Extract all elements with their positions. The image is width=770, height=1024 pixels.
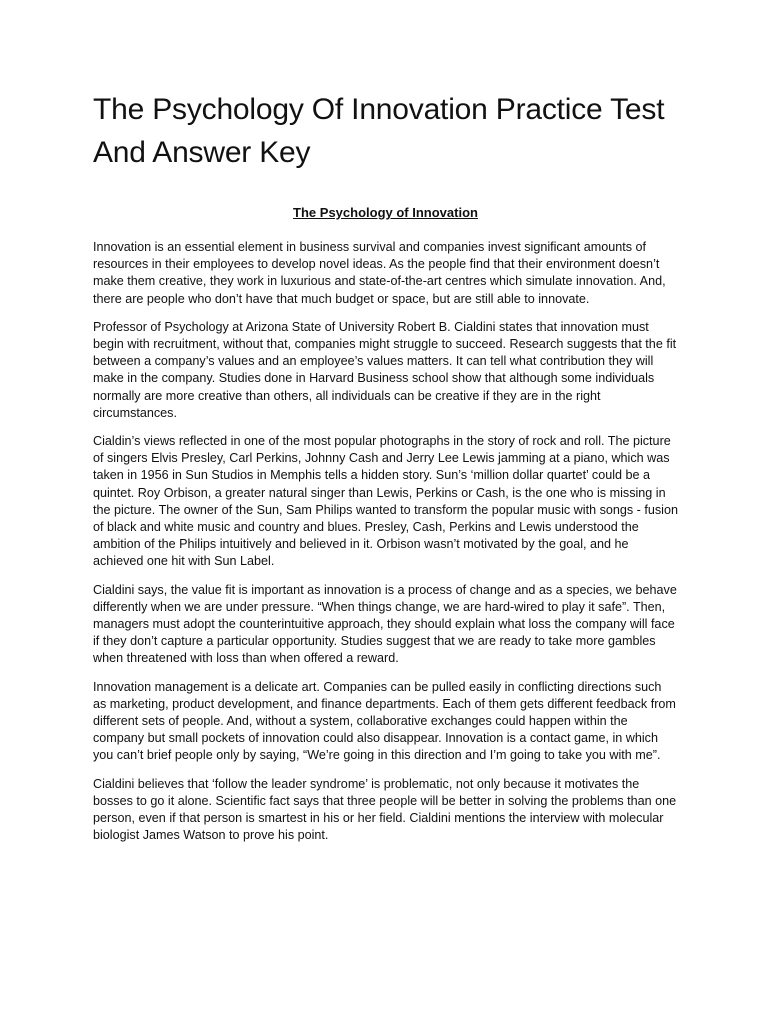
paragraph: Cialdin’s views reflected in one of the most popular photographs in the story of rock and roll. The picture of singers Elvis Presley, Carl Perkins, Johnny Cash and Jerry Lee Lewis jamming at a piano, which was taken in 1956 in Sun Studios in Memphis tells a hidden story. Sun’s ‘million dollar quartet’ could be a quintet. Roy Orbison, a greater natural singer than Lewis, Perkins or Cash, is the one who is missing in the picture. The owner of the Sun, Sam Philips wanted to transform the popular music with songs - fusion of black and white music and country and blues. Presley, Cash, Perkins and Lewis understood the ambition of the Philips intuitively and believed in it. Orbison wasn’t motivated by the goal, and he achieved one hit with Sun Label. <box>93 434 678 569</box>
section-heading: The Psychology of Innovation <box>293 205 478 220</box>
document-page <box>93 88 678 856</box>
paragraph: Innovation is an essential element in business survival and companies invest significant amounts of resources in their employees to develop novel ideas. As the people find that their environment doesn’t make them creative, they work in luxurious and state-of-the-art centres which simulate innovation. And, there are people who don’t have that much budget or space, but are still able to innovate. <box>93 240 666 306</box>
paragraph: Professor of Psychology at Arizona State of University Robert B. Cialdini states that innovation must begin with recruitment, without that, companies might struggle to succeed. Research suggests that the fit between a company’s values and an employee’s values matters. It can tell what contribution they will make in the company. Studies done in Harvard Business school show that although some individuals normally are more creative than others, all individuals can be creative if they are in the right circumstances. <box>93 319 677 420</box>
paragraph: Innovation management is a delicate art. Companies can be pulled easily in conflicting directions such as marketing, product development, and finance departments. Each of them gets different feedback from different sets of people. And, without a system, collaborative exchanges could happen within the company but small pockets of innovation could also disappear. Innovation is a contact game, in which you can’t brief people only by saying, “We’re going in this direction and I’m going to take you with me”. <box>93 679 676 763</box>
paragraph: Cialdini believes that ‘follow the leader syndrome’ is problematic, not only because it motivates the bosses to go it alone. Scientific fact says that three people will be better in solving the problems than one person, even if that person is smartest in his or her field. Cialdini mentions the interview with molecular biologist James Watson to prove his point. <box>93 776 677 843</box>
document-title: The Psychology Of Innovation Practice Test And Answer Key <box>93 93 665 169</box>
paragraph: Cialdini says, the value fit is important as innovation is a process of change and as a species, we behave differently when we are under pressure. “When things change, we are hard-wired to play it safe”. Then, managers must adopt the counterintuitive approach, they should explain what loss the company will face if they don’t capture a particular opportunity. Studies suggest that we are ready to take more gambles when threatened with loss than when offered a reward. <box>93 582 677 666</box>
